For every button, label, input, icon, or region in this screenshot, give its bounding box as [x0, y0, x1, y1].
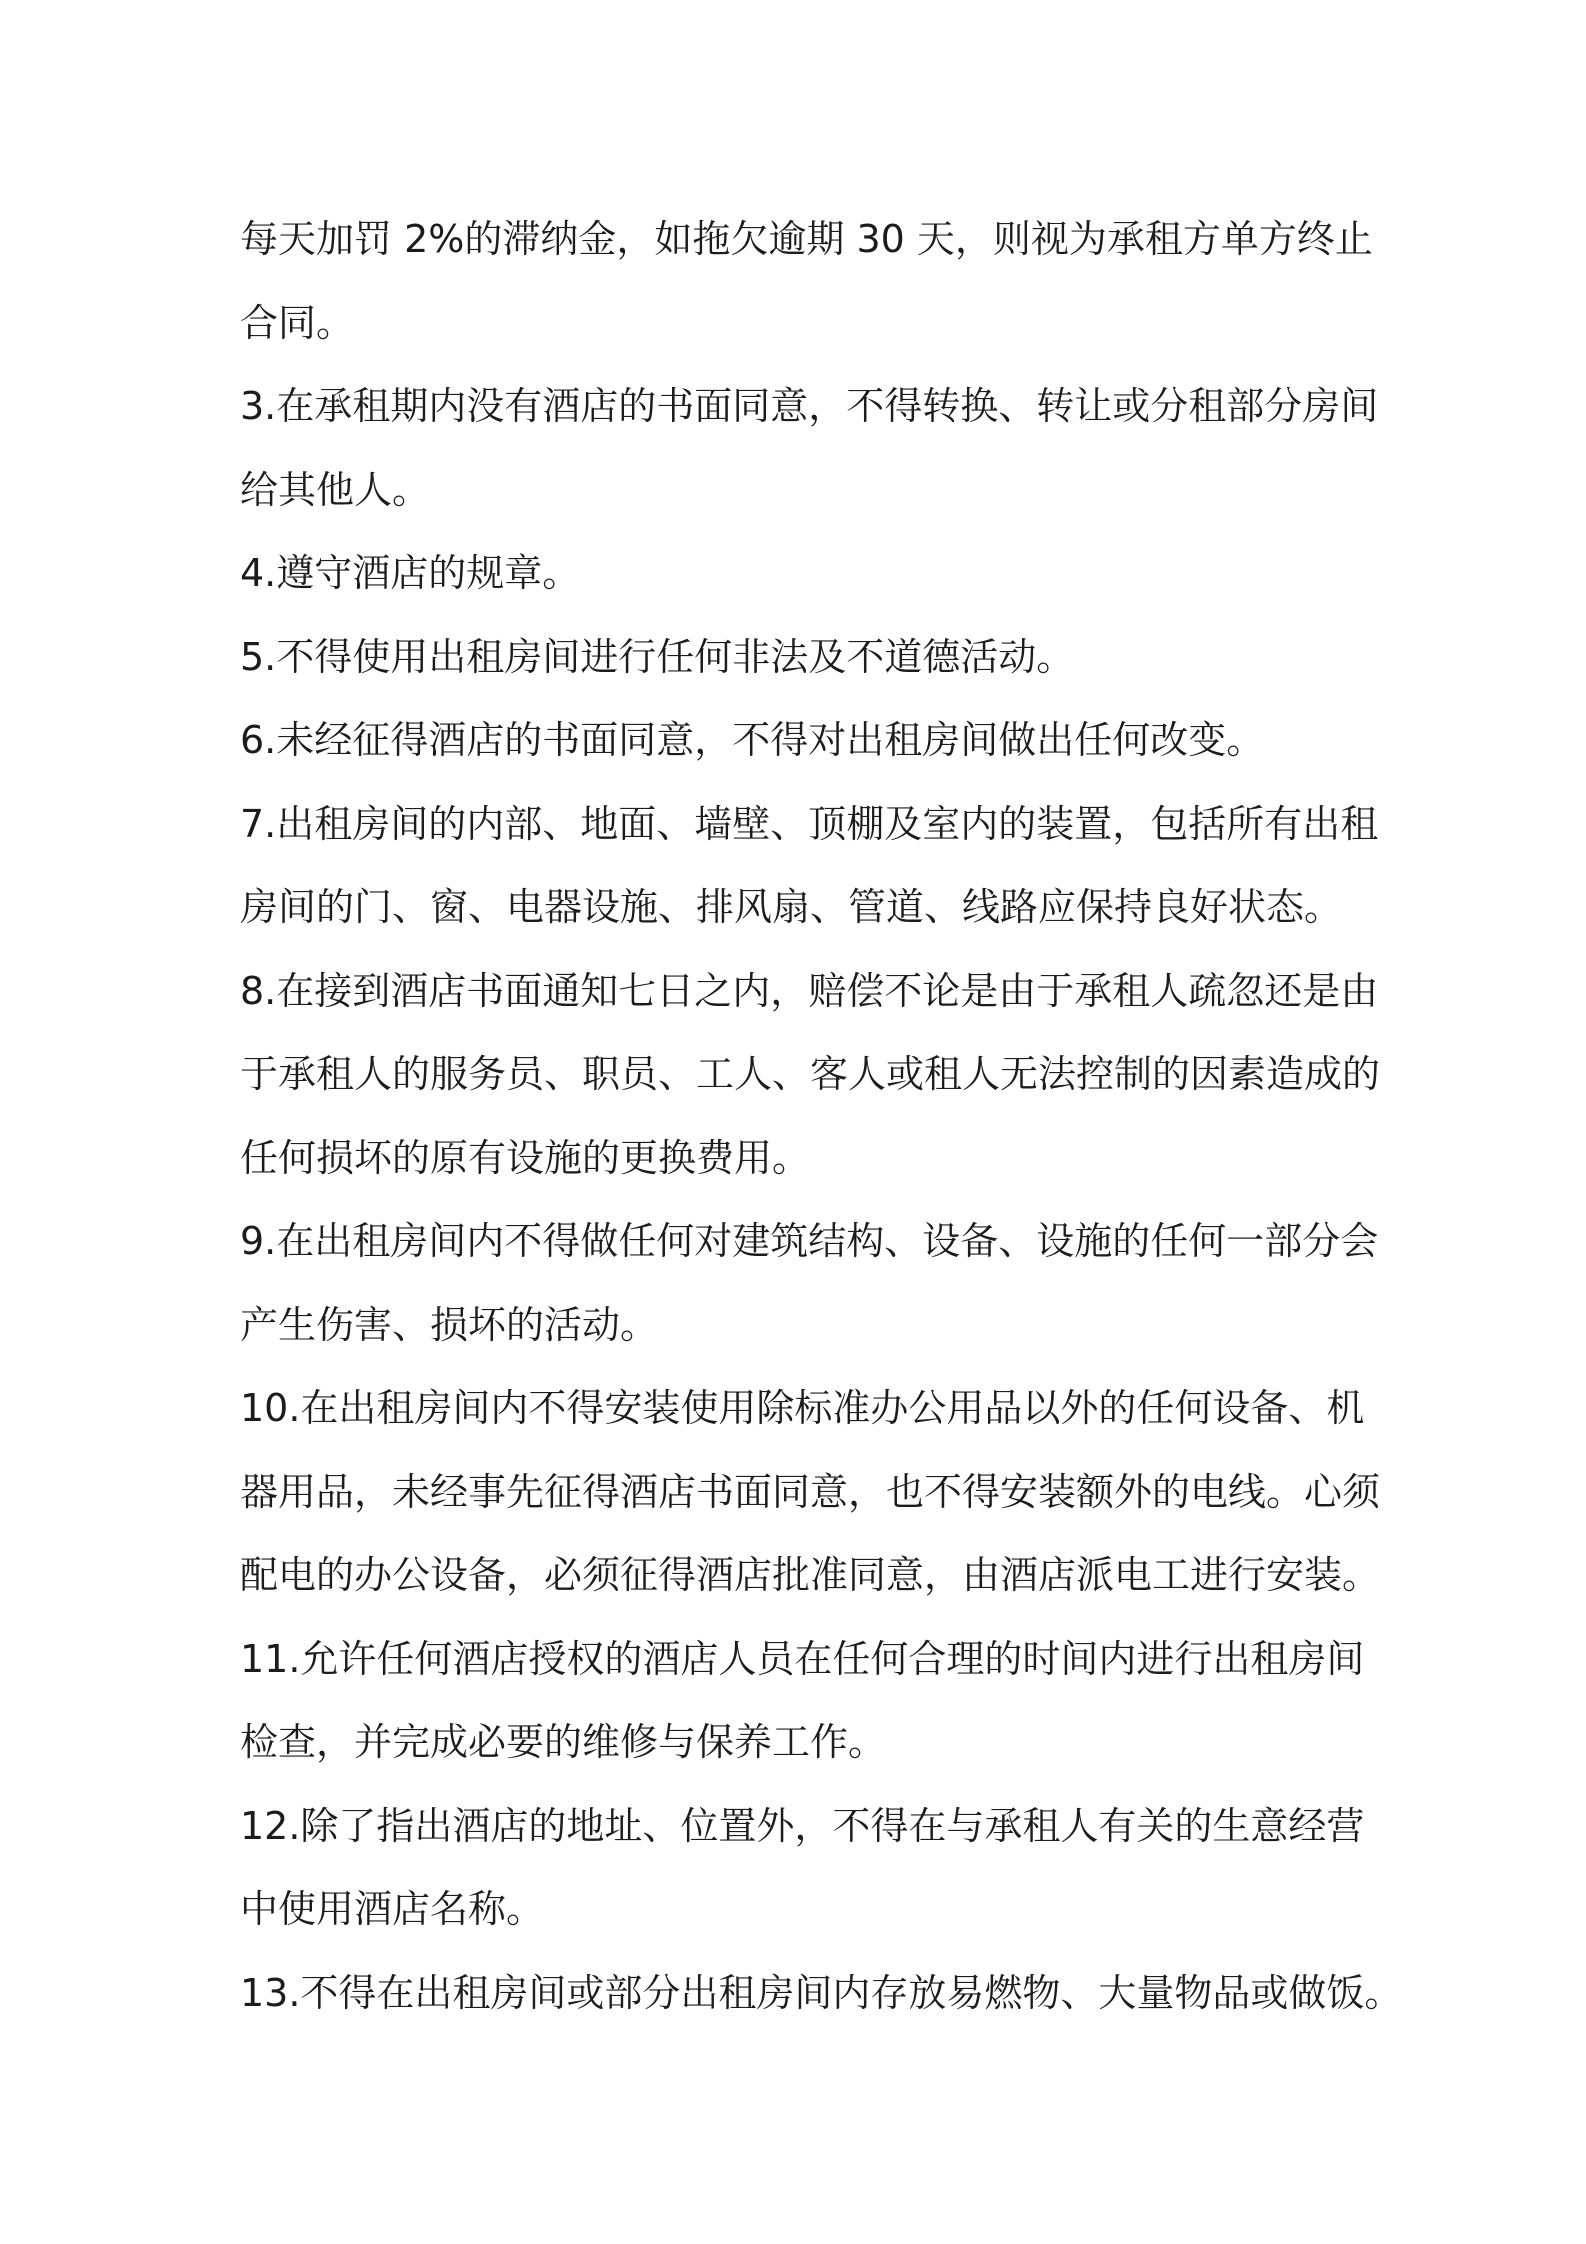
text-line: 配电的办公设备，必须征得酒店批准同意，由酒店派电工进行安装。: [240, 1553, 1381, 1597]
document-body: [240, 198, 1403, 2035]
text-line: 房间的门、窗、电器设施、排风扇、管道、线路应保持良好状态。: [240, 885, 1343, 929]
text-line: 检查，并完成必要的维修与保养工作。: [240, 1720, 887, 1764]
text-line: 任何损坏的原有设施的更换费用。: [240, 1135, 811, 1180]
text-line: 3.在承租期内没有酒店的书面同意，不得转换、转让或分租部分房间: [240, 384, 1379, 428]
text-line: 器用品，未经事先征得酒店书面同意，也不得安装额外的电线。心须: [240, 1469, 1381, 1514]
text-line: 6.未经征得酒店的书面同意，不得对出租房间做出任何改变。: [240, 718, 1265, 762]
text-line: 12.除了指出酒店的地址、位置外，不得在与承租人有关的生意经营: [240, 1803, 1365, 1848]
text-line: 每天加罚 2%的滞纳金，如拖欠逾期 30 天，则视为承租方单方终止: [240, 217, 1373, 261]
text-line: 4.遵守酒店的规章。: [240, 551, 581, 595]
text-line: 给其他人。: [240, 467, 431, 512]
text-line: 于承租人的服务员、职员、工人、客人或租人无法控制的因素造成的: [240, 1052, 1381, 1096]
text-line: 产生伤害、损坏的活动。: [240, 1302, 659, 1347]
text-line: 合同。: [240, 300, 355, 345]
text-line: 9.在出租房间内不得做任何对建筑结构、设备、设施的任何一部分会: [240, 1219, 1379, 1263]
text-line: 8.在接到酒店书面通知七日之内，赔偿不论是由于承租人疏忽还是由: [240, 968, 1379, 1013]
text-line: 11.允许任何酒店授权的酒店人员在任何合理的时间内进行出租房间: [240, 1636, 1365, 1681]
text-line: 10.在出租房间内不得安装使用除标准办公用品以外的任何设备、机: [240, 1386, 1365, 1430]
text-line: 7.出租房间的内部、地面、墙壁、顶棚及室内的装置，包括所有出租: [240, 801, 1379, 846]
text-line: 13.不得在出租房间或部分出租房间内存放易燃物、大量物品或做饭。: [240, 1970, 1403, 2015]
text-line: 5.不得使用出租房间进行任何非法及不道德活动。: [240, 634, 1075, 679]
text-line: 中使用酒店名称。: [240, 1887, 545, 1931]
